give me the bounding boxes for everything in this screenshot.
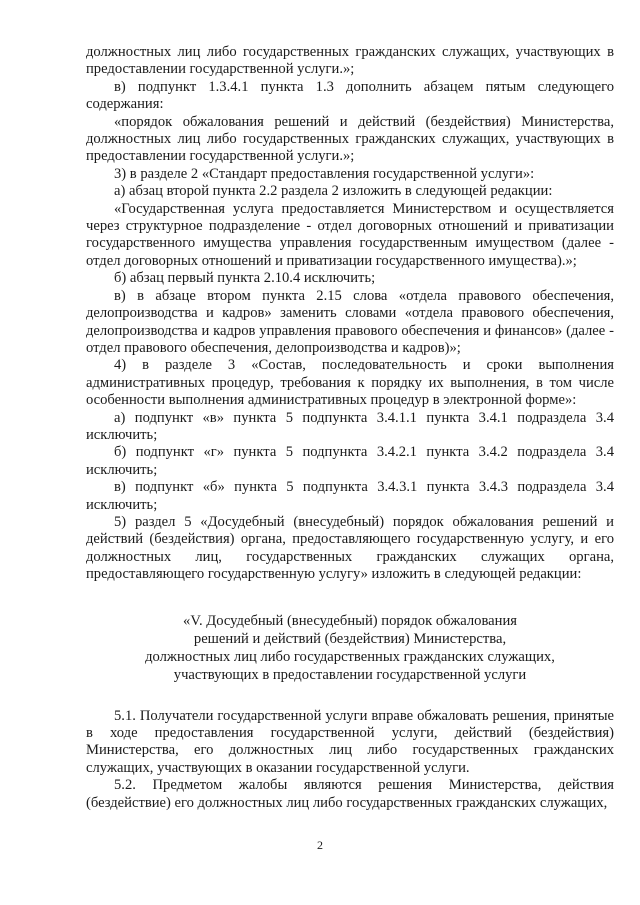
paragraph-quote-appeal-procedure: «порядок обжалования решений и действий (бездействия) Министерства, должностных лиц либо государственных гражданских служащих, участвующих в предоставлении государственной услуги.»; — [86, 113, 614, 165]
page-number: 2 — [317, 838, 323, 852]
paragraph-item-4: 4) в разделе 3 «Состав, последовательность и сроки выполнения административных процедур, требования к порядку их выполнения, в том числе особенности выполнения административных процедур в электронной форме»: — [86, 357, 614, 409]
paragraph-item-4v: в) подпункт «б» пункта 5 подпункта 3.4.3.1 пункта 3.4.3 подраздела 3.4 исключить; — [86, 479, 614, 513]
paragraph-quote-state-service: «Государственная услуга предоставляется Министерством и осуществляется через структурное подразделение - отдел договорных отношений и приватизации государственного имущества управления государственным имуществом (далее - отдел договорных отношений и приватизации государственного имущества).»; — [86, 200, 614, 269]
section-heading-line: «V. Досудебный (внесудебный) порядок обжалования — [183, 612, 517, 629]
section-heading-line: участвующих в предоставлении государственной услуги — [173, 666, 527, 683]
section-heading-line: должностных лиц либо государственных гражданских служащих, — [145, 648, 555, 665]
section-heading — [86, 612, 614, 684]
paragraph-5-1: 5.1. Получатели государственной услуги вправе обжаловать решения, принятые в ходе предоставления государственной услуги, действий (бездействия) Министерства, его должностных лиц либо государственных гражданских служащих, участвующих в оказании государственной услуги. — [86, 707, 614, 776]
paragraph-item-4b: б) подпункт «г» пункта 5 подпункта 3.4.2.1 пункта 3.4.2 подраздела 3.4 исключить; — [86, 444, 614, 478]
paragraph-item-5: 5) раздел 5 «Досудебный (внесудебный) порядок обжалования решений и действий (бездействия) органа, предоставляющего государственную услугу, и его должностных лиц, государственных гражданских служащих органа, предоставляющего государственную услугу» изложить в следующей редакции: — [86, 513, 614, 583]
section-heading-line: решений и действий (бездействия) Министерства, — [193, 630, 507, 647]
paragraph-item-4a: а) подпункт «в» пункта 5 подпункта 3.4.1.1 пункта 3.4.1 подраздела 3.4 исключить; — [86, 409, 614, 443]
paragraph-item-3b: б) абзац первый пункта 2.10.4 исключить; — [114, 270, 376, 287]
paragraph-continuation: должностных лиц либо государственных гражданских служащих, участвующих в предоставлении государственной услуги.»; — [86, 44, 614, 78]
paragraph-item-v: в) подпункт 1.3.4.1 пункта 1.3 дополнить абзацем пятым следующего содержания: — [86, 78, 614, 113]
paragraph-item-3: 3) в разделе 2 «Стандарт предоставления государственной услуги»: — [114, 165, 535, 182]
paragraph-item-3v: в) в абзаце втором пункта 2.15 слова «отдела правового обеспечения, делопроизводства и кадров» заменить словами «отдела правового обеспечения, делопроизводства и кадров управления правового обеспечения и финансов» (далее - отдел правового обеспечения, делопроизводства и кадров)»; — [86, 287, 614, 356]
paragraph-5-2: 5.2. Предметом жалобы являются решения Министерства, действия (бездействие) его должностных лиц либо государственных гражданских служащих, — [86, 777, 614, 811]
paragraph-item-3a: а) абзац второй пункта 2.2 раздела 2 изложить в следующей редакции: — [114, 183, 553, 200]
document-page — [86, 44, 614, 812]
